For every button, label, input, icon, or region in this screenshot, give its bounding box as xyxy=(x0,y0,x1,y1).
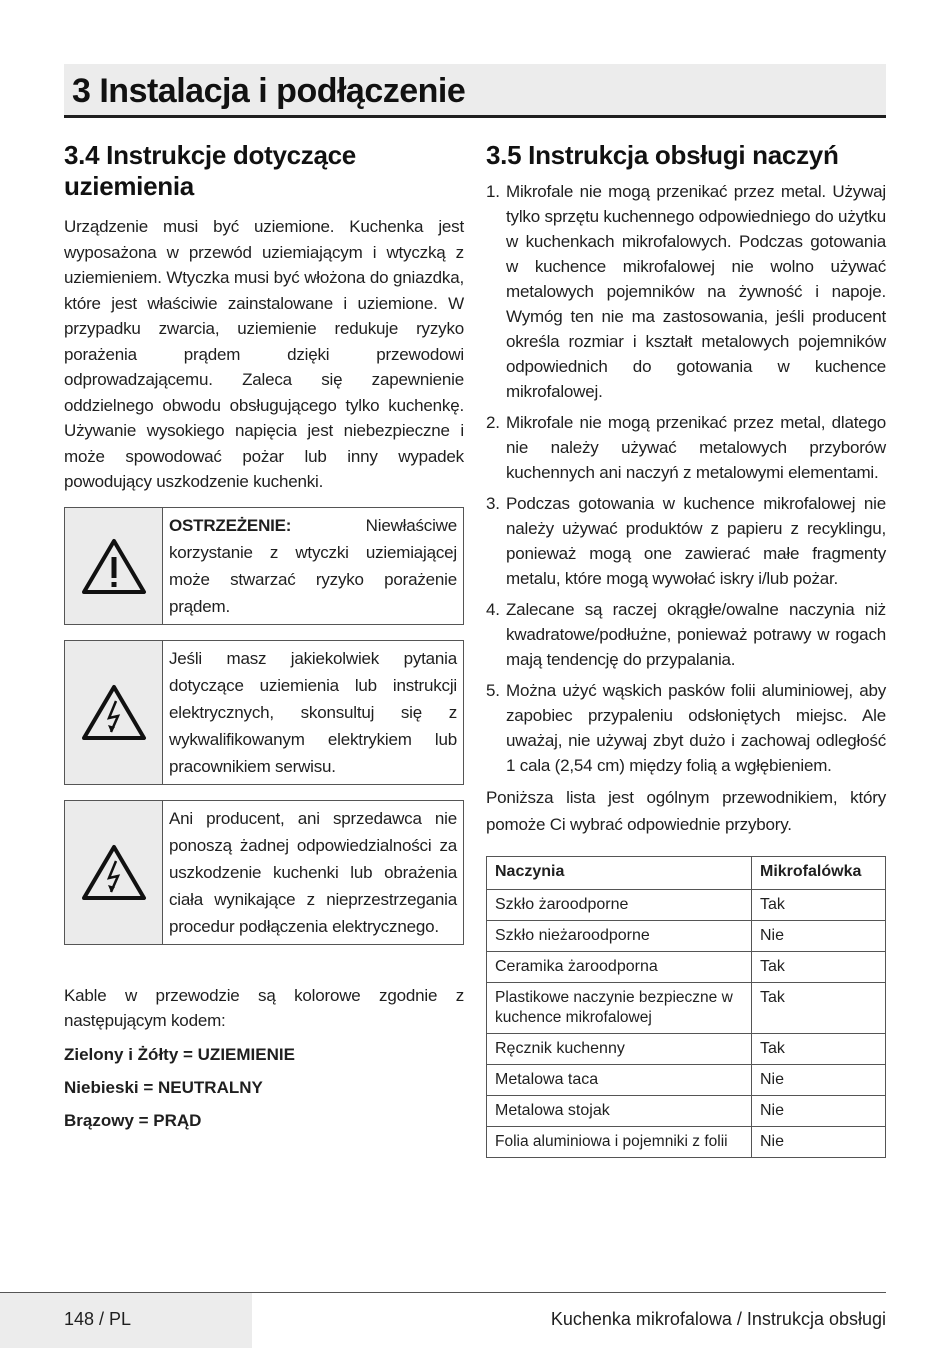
page-number: 148 / PL xyxy=(64,1309,132,1329)
cable-intro: Kable w przewodzie są kolorowe zgodnie z następującym kodem: xyxy=(64,985,464,1030)
table-row xyxy=(487,1034,886,1065)
section-header xyxy=(64,64,886,118)
table-cell: Nie xyxy=(752,921,886,952)
warning-box-1 xyxy=(64,507,464,625)
list-item xyxy=(486,491,886,591)
step-number: 5. xyxy=(486,681,500,700)
list-item xyxy=(486,597,886,672)
step-number: 2. xyxy=(486,413,500,432)
step-text: Mikrofale nie mogą przenikać przez metal. Używaj tylko sprzętu kuchennego odpowiedniego do użytku w kuchenkach mikrofalowych. Podczas gotowania w kuchence mikrofalowej nie wolno używać metalowych pojemników na żywność i napoje. Wymóg ten nie ma zastosowania, jeśli producent określa rozmiar i kształt metalowych pojemników odpowiednich do gotowania w kuchence mikrofalowej. xyxy=(506,182,886,401)
warning-box-3 xyxy=(64,800,464,945)
warning-body: Niewłaściwe korzystanie z wtyczki uziemiającej może stwarzać ryzyko porażenie prądem. xyxy=(169,515,457,616)
utensils-heading: 3.5 Instrukcja obsługi naczyń xyxy=(486,140,839,170)
cable-code-neutral: Niebieski = NEUTRALNY xyxy=(64,1077,263,1097)
utensils-table xyxy=(486,856,886,1158)
table-cell: Folia aluminiowa i pojemniki z folii xyxy=(487,1127,752,1158)
table-cell: Tak xyxy=(752,890,886,921)
table-cell: Tak xyxy=(752,952,886,983)
table-cell: Ręcznik kuchenny xyxy=(487,1034,752,1065)
table-cell: Ceramika żaroodporna xyxy=(487,952,752,983)
left-column xyxy=(64,140,464,1137)
table-row xyxy=(487,1096,886,1127)
table-cell: Nie xyxy=(752,1096,886,1127)
exclamation-warning-icon xyxy=(65,508,163,624)
table-cell: Szkło nieżaroodporne xyxy=(487,921,752,952)
step-text: Można użyć wąskich pasków folii aluminiowej, aby zapobiec przypaleniu odsłoniętych miejsc. Ale uważaj, nie używaj zbyt dużo i zachowaj odległość 1 cala (2,54 cm) między folią a wgłębieniem. xyxy=(506,681,886,775)
column-header: Naczynia xyxy=(487,857,752,890)
section-title: 3 Instalacja i podłączenie xyxy=(72,72,466,110)
table-row xyxy=(487,1127,886,1158)
footer-page-block xyxy=(0,1293,252,1348)
table-row xyxy=(487,1065,886,1096)
table-row xyxy=(487,890,886,921)
table-row xyxy=(487,921,886,952)
electric-hazard-icon xyxy=(65,801,163,944)
step-text: Zalecane są raczej okrągłe/owalne naczynia niż kwadratowe/podłużne, ponieważ potrawy w rogach mają tendencję do przypalania. xyxy=(506,600,886,669)
table-cell: Tak xyxy=(752,983,886,1034)
table-cell: Tak xyxy=(752,1034,886,1065)
table-row xyxy=(487,952,886,983)
table-cell: Nie xyxy=(752,1065,886,1096)
table-cell: Nie xyxy=(752,1127,886,1158)
table-cell: Metalowa stojak xyxy=(487,1096,752,1127)
table-cell: Plastikowe naczynie bezpieczne w kuchence mikrofalowej xyxy=(487,983,752,1034)
column-header: Mikrofalówka xyxy=(752,857,886,890)
table-cell: Szkło żaroodporne xyxy=(487,890,752,921)
cable-code-ground: Zielony i Żółty = UZIEMIENIE xyxy=(64,1044,295,1064)
table-row xyxy=(487,983,886,1034)
step-number: 3. xyxy=(486,494,500,513)
cable-code-live: Brązowy = PRĄD xyxy=(64,1110,202,1130)
list-item xyxy=(486,179,886,404)
footer-doc-title: Kuchenka mikrofalowa / Instrukcja obsługi xyxy=(550,1309,886,1329)
list-item xyxy=(486,410,886,485)
warning-text-1 xyxy=(163,508,463,624)
grounding-heading: 3.4 Instrukcje dotyczące uziemienia xyxy=(64,140,356,201)
step-number: 4. xyxy=(486,600,500,619)
right-column xyxy=(486,140,886,1158)
table-header-row xyxy=(487,857,886,890)
grounding-intro: Urządzenie musi być uziemione. Kuchenka jest wyposażona w przewód uziemiającym i wtyczką z uziemieniem. Wtyczka musi być włożona do gniazdka, które jest właściwie zainstalowane i uziemione. W przypadku zwarcia, uziemienie redukuje ryzyko porażenia prądem dzięki przewodowi odprowadzającemu. Zaleca się zapewnienie oddzielnego obwodu obsługującego tylko kuchenkę. Używanie wysokiego napięcia jest niebezpieczne i może spowodować pożar lub inny wypadek powodujący uszkodzenie kuchenki. xyxy=(64,217,464,491)
utensils-steps xyxy=(486,179,886,778)
step-number: 1. xyxy=(486,182,500,201)
step-text: Mikrofale nie mogą przenikać przez metal, dlatego nie należy używać metalowych przyborów kuchennych ani naczyń z metalowymi elementami. xyxy=(506,413,886,482)
warning-box-2 xyxy=(64,640,464,785)
step-text: Podczas gotowania w kuchence mikrofalowej nie należy używać produktów z papieru z recyklingu, ponieważ mogą one zawierać małe fragmenty metalu, które mogą wywołać iskry i/lub pożar. xyxy=(506,494,886,588)
table-intro: Poniższa lista jest ogólnym przewodnikiem, który pomoże Ci wybrać odpowiednie przybory. xyxy=(486,788,886,834)
electric-hazard-icon xyxy=(65,641,163,784)
list-item xyxy=(486,678,886,778)
warning-text-3: Ani producent, ani sprzedawca nie ponoszą żadnej odpowiedzialności za uszkodzenie kuchenki lub obrażenia ciała wynikające z nieprzestrzegania procedur podłączenia elektrycznego. xyxy=(169,808,457,936)
warning-label: OSTRZEŻENIE: xyxy=(169,515,292,535)
table-cell: Metalowa taca xyxy=(487,1065,752,1096)
warning-text-2: Jeśli masz jakiekolwiek pytania dotyczące uziemienia lub instrukcji elektrycznych, skonsultuj się z wykwalifikowanym elektrykiem lub pracownikiem serwisu. xyxy=(169,648,457,776)
